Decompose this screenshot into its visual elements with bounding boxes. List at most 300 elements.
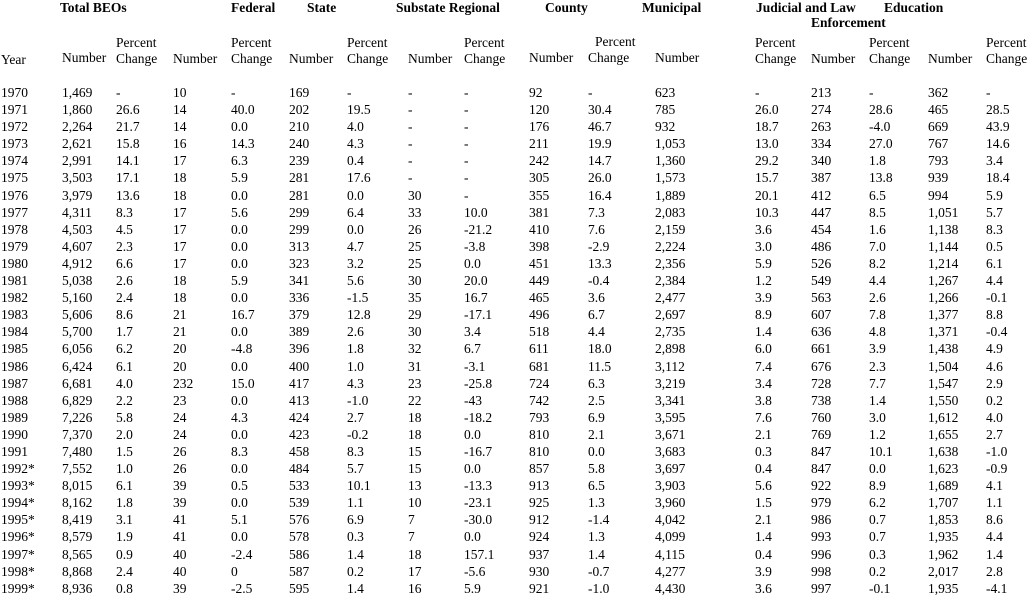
municipal-number-cell: 3,683 — [655, 443, 686, 459]
table-row — [0, 118, 1030, 135]
state-percent-cell: 0.4 — [347, 153, 364, 169]
education-number-cell: 1,638 — [928, 443, 959, 459]
county-percent-cell: 6.9 — [588, 409, 605, 425]
education-percent-cell: 4.9 — [986, 341, 1003, 357]
table-row — [0, 375, 1030, 392]
subheader-total-change: Change — [116, 51, 158, 66]
federal-percent-cell: 5.9 — [231, 170, 248, 186]
county-percent-cell: 0.0 — [588, 443, 605, 459]
enforcement-percent-cell: 0.7 — [869, 512, 886, 528]
education-number-cell: 1,504 — [928, 358, 959, 374]
county-number-cell: 921 — [529, 580, 550, 596]
subheader-enforcement-change: Change — [869, 51, 911, 66]
county-percent-cell: 6.3 — [588, 375, 605, 391]
substate-number-cell: 15 — [408, 461, 422, 477]
total-number-cell: 8,162 — [62, 495, 93, 511]
state-number-cell: 313 — [289, 238, 310, 254]
county-percent-cell: 14.7 — [588, 153, 612, 169]
federal-number-cell: 17 — [173, 238, 187, 254]
enforcement-percent-cell: 8.5 — [869, 204, 886, 220]
education-percent-cell: 18.4 — [986, 170, 1010, 186]
judicial-percent-cell: - — [755, 85, 760, 100]
federal-percent-cell: 5.9 — [231, 273, 248, 289]
federal-percent-cell: 6.3 — [231, 153, 248, 169]
table-row — [0, 152, 1030, 169]
substate-percent-cell: -25.8 — [464, 375, 493, 391]
year-cell: 1976 — [1, 187, 28, 203]
municipal-number-cell: 4,430 — [655, 580, 686, 596]
substate-number-cell: 25 — [408, 238, 422, 254]
county-number-cell: 92 — [529, 85, 543, 100]
header-substate-regional: Substate Regional — [396, 0, 500, 15]
federal-percent-cell: 0.0 — [231, 461, 248, 477]
year-cell: 1989 — [1, 409, 28, 425]
state-number-cell: 281 — [289, 187, 310, 203]
year-cell: 1983 — [1, 307, 28, 323]
subheader-state-percent: Percent — [347, 35, 388, 50]
substate-number-cell: 33 — [408, 204, 422, 220]
federal-number-cell: 20 — [173, 358, 187, 374]
subheader-substate-percent: Percent — [464, 35, 505, 50]
county-percent-cell: - — [588, 85, 593, 100]
education-percent-cell: 3.4 — [986, 153, 1003, 169]
total-percent-cell: 6.1 — [116, 358, 133, 374]
county-number-cell: 242 — [529, 153, 550, 169]
year-cell: 1975 — [1, 170, 28, 186]
education-percent-cell: -4.1 — [986, 580, 1008, 596]
education-percent-cell: - — [986, 85, 991, 100]
state-percent-cell: - — [347, 85, 352, 100]
substate-percent-cell: 16.7 — [464, 290, 488, 306]
substate-percent-cell: - — [464, 187, 469, 203]
enforcement-number-cell: 387 — [811, 170, 832, 186]
total-percent-cell: 6.2 — [116, 341, 133, 357]
substate-percent-cell: -3.1 — [464, 358, 486, 374]
total-percent-cell: 1.9 — [116, 529, 133, 545]
education-number-cell: 1,655 — [928, 426, 959, 442]
substate-percent-cell: -3.8 — [464, 238, 486, 254]
federal-percent-cell: -2.5 — [231, 580, 253, 596]
county-percent-cell: 1.3 — [588, 495, 605, 511]
substate-number-cell: 31 — [408, 358, 422, 374]
total-percent-cell: 13.6 — [116, 187, 140, 203]
state-number-cell: 202 — [289, 102, 310, 118]
enforcement-number-cell: 986 — [811, 512, 832, 528]
state-percent-cell: 2.7 — [347, 409, 364, 425]
judicial-percent-cell: 7.6 — [755, 409, 772, 425]
year-cell: 1990 — [1, 426, 28, 442]
substate-number-cell: - — [408, 85, 413, 100]
judicial-percent-cell: 3.6 — [755, 221, 772, 237]
table-row — [0, 426, 1030, 443]
municipal-number-cell: 4,115 — [655, 546, 685, 562]
total-percent-cell: 3.1 — [116, 512, 133, 528]
education-percent-cell: 5.7 — [986, 204, 1003, 220]
header-enforcement: Enforcement — [811, 15, 886, 30]
municipal-number-cell: 3,112 — [655, 358, 685, 374]
county-percent-cell: 26.0 — [588, 170, 612, 186]
subheader-judicial-change: Change — [755, 51, 797, 66]
education-number-cell: 1,550 — [928, 392, 959, 408]
county-number-cell: 496 — [529, 307, 550, 323]
federal-percent-cell: 5.1 — [231, 512, 248, 528]
county-percent-cell: 11.5 — [588, 358, 612, 374]
municipal-number-cell: 785 — [655, 102, 676, 118]
total-number-cell: 8,419 — [62, 512, 93, 528]
federal-number-cell: 26 — [173, 443, 187, 459]
year-cell: 1984 — [1, 324, 28, 340]
table-row — [0, 392, 1030, 409]
total-percent-cell: 2.0 — [116, 426, 133, 442]
education-percent-cell: 4.4 — [986, 273, 1003, 289]
federal-number-cell: 18 — [173, 273, 187, 289]
county-percent-cell: 18.0 — [588, 341, 612, 357]
enforcement-number-cell: 996 — [811, 546, 832, 562]
education-percent-cell: 8.8 — [986, 307, 1003, 323]
year-cell: 1978 — [1, 221, 28, 237]
education-percent-cell: 4.6 — [986, 358, 1003, 374]
total-percent-cell: 5.8 — [116, 409, 133, 425]
county-percent-cell: -1.0 — [588, 580, 610, 596]
table-row — [0, 546, 1030, 563]
judicial-percent-cell: 3.9 — [755, 290, 772, 306]
enforcement-number-cell: 676 — [811, 358, 832, 374]
education-number-cell: 1,214 — [928, 255, 959, 271]
state-number-cell: 169 — [289, 85, 310, 100]
federal-number-cell: 21 — [173, 324, 187, 340]
federal-percent-cell: 0.5 — [231, 478, 248, 494]
substate-number-cell: - — [408, 102, 413, 118]
enforcement-number-cell: 847 — [811, 461, 832, 477]
state-percent-cell: 12.8 — [347, 307, 371, 323]
substate-number-cell: - — [408, 119, 413, 135]
substate-percent-cell: -21.2 — [464, 221, 493, 237]
judicial-percent-cell: 10.3 — [755, 204, 779, 220]
state-number-cell: 587 — [289, 563, 310, 579]
judicial-percent-cell: 3.6 — [755, 580, 772, 596]
subheader-federal-change: Change — [231, 51, 273, 66]
county-percent-cell: 7.6 — [588, 221, 605, 237]
total-percent-cell: 4.5 — [116, 221, 133, 237]
year-cell: 1988 — [1, 392, 28, 408]
substate-percent-cell: -23.1 — [464, 495, 493, 511]
total-number-cell: 6,056 — [62, 341, 93, 357]
enforcement-number-cell: 607 — [811, 307, 832, 323]
enforcement-percent-cell: 6.5 — [869, 187, 886, 203]
federal-percent-cell: 0.0 — [231, 119, 248, 135]
judicial-percent-cell: 0.4 — [755, 461, 772, 477]
municipal-number-cell: 2,159 — [655, 221, 686, 237]
total-percent-cell: 26.6 — [116, 102, 140, 118]
county-number-cell: 924 — [529, 529, 550, 545]
enforcement-percent-cell: 1.8 — [869, 153, 886, 169]
education-number-cell: 465 — [928, 102, 949, 118]
federal-number-cell: 17 — [173, 153, 187, 169]
municipal-number-cell: 1,053 — [655, 136, 686, 152]
enforcement-percent-cell: 2.3 — [869, 358, 886, 374]
county-number-cell: 355 — [529, 187, 550, 203]
state-number-cell: 299 — [289, 204, 310, 220]
enforcement-number-cell: 760 — [811, 409, 832, 425]
judicial-percent-cell: 3.9 — [755, 563, 772, 579]
enforcement-number-cell: 738 — [811, 392, 832, 408]
state-percent-cell: 8.3 — [347, 443, 364, 459]
substate-percent-cell: 0.0 — [464, 426, 481, 442]
substate-number-cell: 30 — [408, 187, 422, 203]
total-number-cell: 7,370 — [62, 426, 93, 442]
subheader-substate-number: Number — [408, 51, 453, 66]
substate-number-cell: 7 — [408, 512, 415, 528]
federal-percent-cell: 0.0 — [231, 495, 248, 511]
subheader-enforcement-number: Number — [811, 51, 856, 66]
enforcement-number-cell: 997 — [811, 580, 832, 596]
enforcement-percent-cell: 13.8 — [869, 170, 893, 186]
total-percent-cell: 14.1 — [116, 153, 140, 169]
municipal-number-cell: 623 — [655, 85, 676, 100]
education-number-cell: 1,547 — [928, 375, 959, 391]
education-percent-cell: -0.4 — [986, 324, 1008, 340]
municipal-number-cell: 1,889 — [655, 187, 686, 203]
education-number-cell: 1,935 — [928, 529, 959, 545]
state-number-cell: 341 — [289, 273, 310, 289]
state-number-cell: 423 — [289, 426, 310, 442]
county-percent-cell: -0.7 — [588, 563, 610, 579]
county-percent-cell: 2.1 — [588, 426, 605, 442]
federal-number-cell: 40 — [173, 546, 187, 562]
total-number-cell: 2,264 — [62, 119, 93, 135]
substate-percent-cell: 5.9 — [464, 580, 481, 596]
federal-percent-cell: 0 — [231, 563, 238, 579]
federal-percent-cell: 0.0 — [231, 238, 248, 254]
total-percent-cell: 2.3 — [116, 238, 133, 254]
total-percent-cell: 6.1 — [116, 478, 133, 494]
enforcement-number-cell: 447 — [811, 204, 832, 220]
enforcement-percent-cell: 27.0 — [869, 136, 893, 152]
county-percent-cell: 46.7 — [588, 119, 612, 135]
judicial-percent-cell: 6.0 — [755, 341, 772, 357]
federal-percent-cell: 0.0 — [231, 392, 248, 408]
federal-number-cell: 16 — [173, 136, 187, 152]
federal-number-cell: 24 — [173, 426, 187, 442]
enforcement-number-cell: 769 — [811, 426, 832, 442]
total-percent-cell: 0.9 — [116, 546, 133, 562]
county-percent-cell: 3.6 — [588, 290, 605, 306]
year-cell: 1981 — [1, 273, 28, 289]
state-percent-cell: 1.0 — [347, 358, 364, 374]
table-row — [0, 306, 1030, 323]
federal-number-cell: 40 — [173, 563, 187, 579]
subheader-state-change: Change — [347, 51, 389, 66]
table-row — [0, 289, 1030, 306]
substate-number-cell: 32 — [408, 341, 422, 357]
education-number-cell: 994 — [928, 187, 949, 203]
enforcement-number-cell: 274 — [811, 102, 832, 118]
federal-number-cell: 17 — [173, 221, 187, 237]
state-percent-cell: 4.0 — [347, 119, 364, 135]
federal-number-cell: 26 — [173, 461, 187, 477]
county-number-cell: 518 — [529, 324, 550, 340]
municipal-number-cell: 2,477 — [655, 290, 686, 306]
education-number-cell: 1,438 — [928, 341, 959, 357]
enforcement-number-cell: 486 — [811, 238, 832, 254]
total-number-cell: 5,160 — [62, 290, 93, 306]
enforcement-number-cell: 263 — [811, 119, 832, 135]
municipal-number-cell: 4,099 — [655, 529, 686, 545]
total-number-cell: 8,015 — [62, 478, 93, 494]
enforcement-number-cell: 563 — [811, 290, 832, 306]
subheader-education-number: Number — [928, 51, 973, 66]
substate-percent-cell: -13.3 — [464, 478, 493, 494]
total-percent-cell: 2.6 — [116, 273, 133, 289]
year-cell: 1979 — [1, 238, 28, 254]
education-number-cell: 1,138 — [928, 221, 959, 237]
federal-number-cell: 20 — [173, 341, 187, 357]
total-number-cell: 8,579 — [62, 529, 93, 545]
education-percent-cell: 1.1 — [986, 495, 1003, 511]
total-number-cell: 6,681 — [62, 375, 93, 391]
education-percent-cell: 0.2 — [986, 392, 1003, 408]
substate-percent-cell: - — [464, 102, 469, 118]
total-number-cell: 5,700 — [62, 324, 93, 340]
total-percent-cell: 4.0 — [116, 375, 133, 391]
federal-percent-cell: 16.7 — [231, 307, 255, 323]
education-number-cell: 1,612 — [928, 409, 959, 425]
year-cell: 1991 — [1, 443, 28, 459]
county-number-cell: 176 — [529, 119, 550, 135]
municipal-number-cell: 2,224 — [655, 238, 686, 254]
county-percent-cell: -0.4 — [588, 273, 610, 289]
subheader-federal-percent: Percent — [231, 35, 272, 50]
enforcement-number-cell: 526 — [811, 255, 832, 271]
table-row — [0, 340, 1030, 357]
substate-number-cell: 13 — [408, 478, 422, 494]
substate-percent-cell: 10.0 — [464, 204, 488, 220]
enforcement-number-cell: 549 — [811, 273, 832, 289]
federal-percent-cell: 0.0 — [231, 324, 248, 340]
federal-number-cell: 232 — [173, 375, 194, 391]
enforcement-number-cell: 213 — [811, 85, 832, 100]
state-number-cell: 578 — [289, 529, 310, 545]
municipal-number-cell: 3,697 — [655, 461, 686, 477]
municipal-number-cell: 3,671 — [655, 426, 686, 442]
education-number-cell: 1,266 — [928, 290, 959, 306]
enforcement-percent-cell: 0.3 — [869, 546, 886, 562]
enforcement-number-cell: 993 — [811, 529, 832, 545]
subheader-county-number: Number — [529, 50, 574, 65]
substate-number-cell: 22 — [408, 392, 422, 408]
subheader-year: Year — [1, 52, 26, 67]
county-number-cell: 449 — [529, 273, 550, 289]
county-number-cell: 681 — [529, 358, 550, 374]
municipal-number-cell: 2,735 — [655, 324, 686, 340]
municipal-number-cell: 2,898 — [655, 341, 686, 357]
county-number-cell: 305 — [529, 170, 550, 186]
table-row — [0, 494, 1030, 511]
substate-number-cell: 30 — [408, 324, 422, 340]
substate-number-cell: - — [408, 136, 413, 152]
table-row — [0, 323, 1030, 340]
municipal-number-cell: 2,697 — [655, 307, 686, 323]
judicial-percent-cell: 3.0 — [755, 238, 772, 254]
municipal-number-cell: 4,277 — [655, 563, 686, 579]
federal-number-cell: 17 — [173, 255, 187, 271]
state-percent-cell: 5.6 — [347, 273, 364, 289]
enforcement-percent-cell: 3.9 — [869, 341, 886, 357]
subheader-municipal-number: Number — [655, 50, 700, 65]
year-cell: 1985 — [1, 341, 28, 357]
state-number-cell: 595 — [289, 580, 310, 596]
county-number-cell: 912 — [529, 512, 550, 528]
municipal-number-cell: 2,083 — [655, 204, 686, 220]
total-percent-cell: 0.8 — [116, 580, 133, 596]
total-number-cell: 4,311 — [62, 204, 92, 220]
enforcement-percent-cell: 7.8 — [869, 307, 886, 323]
education-number-cell: 1,051 — [928, 204, 959, 220]
education-percent-cell: 2.9 — [986, 375, 1003, 391]
total-number-cell: 4,912 — [62, 255, 93, 271]
substate-percent-cell: -43 — [464, 392, 482, 408]
total-number-cell: 8,868 — [62, 563, 93, 579]
state-number-cell: 424 — [289, 409, 310, 425]
substate-number-cell: 25 — [408, 255, 422, 271]
table-row — [0, 443, 1030, 460]
total-number-cell: 1,860 — [62, 102, 93, 118]
federal-percent-cell: 0.0 — [231, 290, 248, 306]
enforcement-percent-cell: 1.4 — [869, 392, 886, 408]
federal-number-cell: 18 — [173, 290, 187, 306]
substate-number-cell: 18 — [408, 546, 422, 562]
education-number-cell: 669 — [928, 119, 949, 135]
county-percent-cell: 1.3 — [588, 529, 605, 545]
substate-number-cell: 16 — [408, 580, 422, 596]
state-number-cell: 484 — [289, 461, 310, 477]
year-cell: 1974 — [1, 153, 28, 169]
education-number-cell: 1,371 — [928, 324, 959, 340]
enforcement-percent-cell: 0.0 — [869, 461, 886, 477]
federal-percent-cell: 15.0 — [231, 375, 255, 391]
education-number-cell: 1,689 — [928, 478, 959, 494]
subheader-education-percent: Percent — [986, 35, 1027, 50]
education-percent-cell: 0.5 — [986, 238, 1003, 254]
state-percent-cell: 1.4 — [347, 580, 364, 596]
judicial-percent-cell: 29.2 — [755, 153, 779, 169]
state-percent-cell: 0.0 — [347, 221, 364, 237]
municipal-number-cell: 4,042 — [655, 512, 686, 528]
federal-percent-cell: 0.0 — [231, 426, 248, 442]
judicial-percent-cell: 20.1 — [755, 187, 779, 203]
education-number-cell: 1,267 — [928, 273, 959, 289]
enforcement-number-cell: 454 — [811, 221, 832, 237]
table-row — [0, 187, 1030, 204]
total-number-cell: 3,503 — [62, 170, 93, 186]
education-number-cell: 1,144 — [928, 238, 959, 254]
county-percent-cell: 4.4 — [588, 324, 605, 340]
education-number-cell: 1,962 — [928, 546, 959, 562]
total-number-cell: 8,936 — [62, 580, 93, 596]
substate-percent-cell: - — [464, 136, 469, 152]
total-percent-cell: 17.1 — [116, 170, 140, 186]
federal-number-cell: 39 — [173, 495, 187, 511]
total-number-cell: 4,503 — [62, 221, 93, 237]
total-number-cell: 6,424 — [62, 358, 93, 374]
judicial-percent-cell: 3.4 — [755, 375, 772, 391]
federal-number-cell: 24 — [173, 409, 187, 425]
state-percent-cell: 1.1 — [347, 495, 364, 511]
judicial-percent-cell: 2.1 — [755, 512, 772, 528]
county-number-cell: 793 — [529, 409, 550, 425]
state-percent-cell: 5.7 — [347, 461, 364, 477]
federal-number-cell: 14 — [173, 119, 187, 135]
